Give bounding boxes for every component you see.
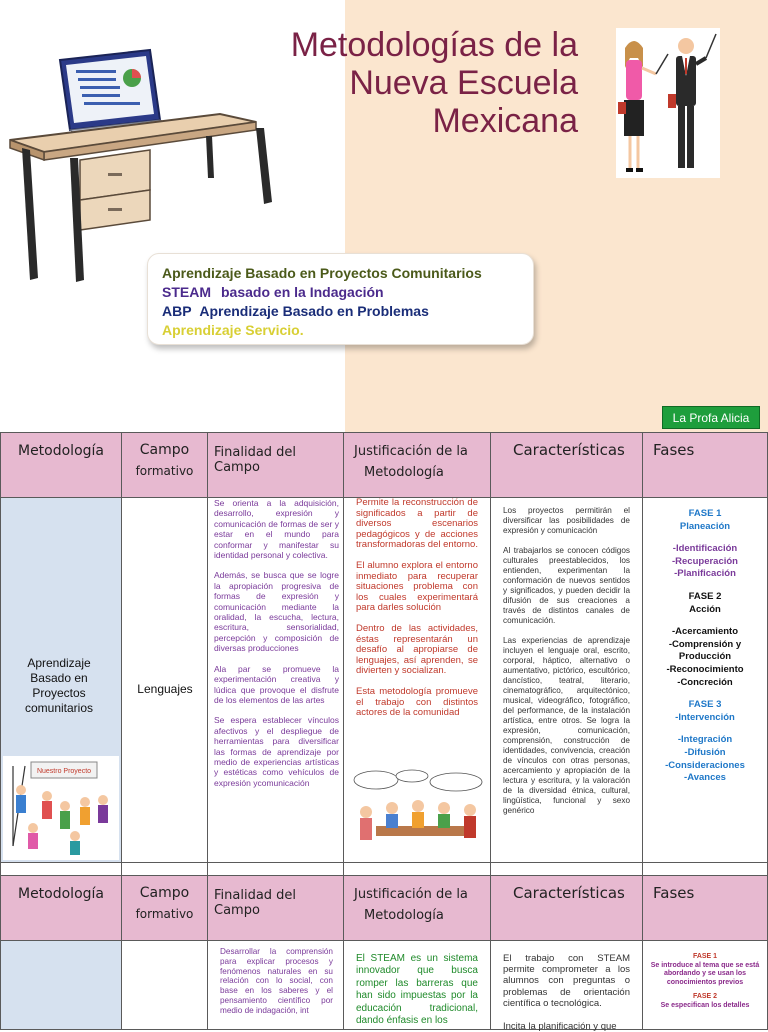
table-row <box>0 497 768 863</box>
cell-finalidad: Se orienta a la adquisición, desarrollo, expresión y comunicación de formas de ser y estar en el mundo para conformar y manifestar su identidad personal y colectiva. Además, se busca que se logre la apropiación progresiva de formas de expresión y comunicación mediante la oralidad, la escucha, lectura, escritura, sensorialidad, percepción y composición de diversas producciones Ala par se promueve la experimentación creativa y lúdica que provoque el disfrute de los elementos de las artes Se espera establecer vínculos afectivos y el despliegue de herramientas para diversificar las formas de aprendizaje por medio de experiencias artísticas y estéticas como vehículos de expresión ycomunicación <box>207 497 344 863</box>
table-header-row-2 <box>0 875 768 941</box>
cell-metodologia <box>0 940 122 1030</box>
header-fases: Fases <box>642 875 768 941</box>
cell-justificacion: El STEAM es un sistema innovador que busca romper las barreras que han sido impuestas por la educación tradicional, dando énfasis en los <box>343 940 491 1030</box>
methodology-steam: STEAM basado en la Indagación <box>162 284 384 300</box>
page-title: Metodologías de la Nueva Escuela Mexicana <box>290 26 578 140</box>
author-badge: La Profa Alicia <box>662 406 760 429</box>
header-campo: Campo formativo <box>121 875 208 941</box>
cell-fases: FASE 1 Planeación -Identificación -Recuperación -Planificación FASE 2 Acción -Acercamiento -Comprensión y Producción -Reconocimiento -Concreción FASE 3 -Intervención -Integración -Difusión -Consideraciones -Avances <box>642 497 768 863</box>
banner <box>0 0 768 432</box>
methodology-abp: ABP Aprendizaje Basado en Problemas <box>162 303 429 319</box>
header-caracteristicas: Características <box>490 432 643 498</box>
methodology-service: Aprendizaje Servicio. <box>162 322 304 338</box>
methodologies-list <box>147 253 534 345</box>
header-campo: Campo formativo <box>121 432 208 498</box>
group-discussion-illustration <box>346 768 488 860</box>
campo-name: Lenguajes <box>137 682 193 696</box>
cell-finalidad: Desarrollar la comprensión para explicar procesos y fenómenos naturales en su relación con lo social, con base en los saberes y el pensamiento científico por medio de indagación, int <box>207 940 344 1030</box>
cell-campo <box>121 940 208 1030</box>
table-spacer <box>0 862 768 876</box>
header-caracteristicas: Características <box>490 875 643 941</box>
methodology-table <box>0 432 768 1032</box>
header-finalidad: Finalidad del Campo <box>207 875 344 941</box>
cell-metodologia <box>0 497 122 863</box>
header-fases: Fases <box>642 432 768 498</box>
table-header-row <box>0 432 768 498</box>
header-metodologia: Metodología <box>0 875 122 941</box>
cell-caracteristicas: El trabajo con STEAM permite comprometer a los alumnos con preguntas o problemas de orientación científica o tecnológica. Incita la planificación y que <box>490 940 643 1030</box>
cell-fases: FASE 1 Se introduce al tema que se está abordando y se usan los conocimientos previos FASE 2 Se especifican los detalles <box>642 940 768 1030</box>
community-project-illustration <box>3 756 119 860</box>
methodology-name: Aprendizaje Basado en Proyectos comunitarios <box>24 656 94 715</box>
methodology-abpc: Aprendizaje Basado en Proyectos Comunitarios <box>162 265 482 281</box>
cell-campo <box>121 497 208 863</box>
table-row <box>0 940 768 1030</box>
teachers-illustration <box>616 28 720 178</box>
cell-justificacion: Permite la reconstrucción de significados a partir de diversos escenarios pedagógicos y de acciones transformadoras del entorno. El alumno explora el entorno inmediato para recuperar situaciones problema con los cuales experimentará para darles solución Dentro de las actividades, éstas representarán un desafío al apropiarse de lenguajes, así aprenden, se divierten y socializan. Esta metodología promueve el trabajo con distintos actores de la comunidad <box>343 497 491 863</box>
desk-laptop-illustration <box>0 48 290 284</box>
header-metodologia: Metodología <box>0 432 122 498</box>
header-finalidad: Finalidad del Campo <box>207 432 344 498</box>
header-justificacion: Justificación de la Metodología <box>343 875 491 941</box>
cell-caracteristicas: Los proyectos permitirán el diversificar las posibilidades de expresión y comunicación Al trabajarlos se conocen códigos culturales preestablecidos, los entienden, experimentan la conformación de nuevos sentidos y significados, y pueden decidir la difusión de sus creaciones a través de distintos canales de comunicación. Las experiencias de aprendizaje incluyen el lenguaje oral, escrito, corporal, háptico, alternativo o aumentativo, pictórico, escultórico, dancístico, teatral, literario, cinematográfico, arquitectónico, musical, videográfico, fotográfico, del performance, de la instalación artística, entre otros. Se logra la expresión, comunicación, comprensión, construcción de identidades, convivencia, creación de vínculos con otras personas, acercamiento y apropiación de la lectura y escritura, y la valoración de la diversidad étnica, cultural, lingüística, funcional y sexo genérico <box>490 497 643 863</box>
header-justificacion: Justificación de la Metodología <box>343 432 491 498</box>
poster-label: Nuestro Proyecto <box>36 768 92 775</box>
